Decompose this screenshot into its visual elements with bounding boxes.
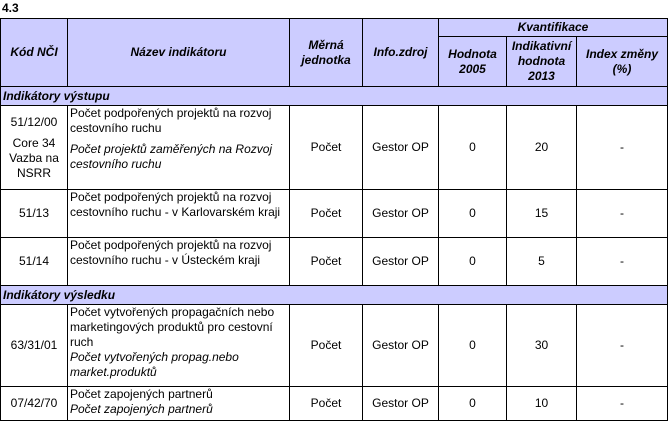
- index-cell: -: [577, 387, 668, 421]
- value-2005-cell: 0: [439, 387, 507, 421]
- table-row: [1, 387, 668, 421]
- header-quantification: Kvantifikace: [439, 19, 668, 37]
- source-cell: Gestor OP: [363, 238, 439, 286]
- group-row-result: [1, 286, 668, 305]
- target-2013-cell: 20: [507, 106, 577, 190]
- index-cell: -: [577, 305, 668, 387]
- indicator-table: [0, 18, 668, 421]
- source-cell: Gestor OP: [363, 387, 439, 421]
- table-row: [1, 106, 668, 190]
- target-2013-cell: 30: [507, 305, 577, 387]
- header-source: Info.zdroj: [363, 19, 439, 87]
- group-title: Indikátory výstupu: [1, 87, 668, 106]
- source-cell: Gestor OP: [363, 305, 439, 387]
- index-cell: -: [577, 190, 668, 238]
- header-target-2013: Indikativní hodnota 2013: [507, 37, 577, 87]
- index-cell: -: [577, 238, 668, 286]
- source-cell: Gestor OP: [363, 106, 439, 190]
- indicator-code: 51/13: [1, 190, 68, 238]
- group-title: Indikátory výsledku: [1, 286, 668, 305]
- indicator-name-italic: Počet projektů zaměřených na Rozvoj cestovního ruchu: [70, 142, 273, 171]
- header-name: Název indikátoru: [68, 19, 290, 87]
- table-row: [1, 305, 668, 387]
- value-2005-cell: 0: [439, 238, 507, 286]
- target-2013-cell: 10: [507, 387, 577, 421]
- header-value-2005: Hodnota 2005: [439, 37, 507, 87]
- section-number: 4.3: [2, 1, 19, 15]
- source-cell: Gestor OP: [363, 190, 439, 238]
- unit-cell: Počet: [290, 387, 363, 421]
- indicator-code: 51/14: [1, 238, 68, 286]
- header-unit: Měrná jednotka: [290, 19, 363, 87]
- indicator-name: Počet zapojených partnerů Počet zapojených partnerů: [68, 387, 290, 421]
- unit-cell: Počet: [290, 305, 363, 387]
- indicator-name-italic: Počet zapojených partnerů: [70, 402, 213, 416]
- unit-cell: Počet: [290, 238, 363, 286]
- value-2005-cell: 0: [439, 106, 507, 190]
- unit-cell: Počet: [290, 190, 363, 238]
- unit-cell: Počet: [290, 106, 363, 190]
- table-row: [1, 190, 668, 238]
- value-2005-cell: 0: [439, 305, 507, 387]
- indicator-code: 07/42/70: [1, 387, 68, 421]
- indicator-name: Počet podpořených projektů na rozvoj cestovního ruchu - v Ústeckém kraji: [68, 238, 290, 286]
- index-cell: -: [577, 106, 668, 190]
- table-row: [1, 238, 668, 286]
- header-index: Index změny (%): [577, 37, 668, 87]
- indicator-name: Počet podpořených projektů na rozvoj cestovního ruchu - v Karlovarském kraji: [68, 190, 290, 238]
- target-2013-cell: 5: [507, 238, 577, 286]
- indicator-name-italic: Počet vytvořených propag.nebo market.produktů: [70, 350, 239, 379]
- value-2005-cell: 0: [439, 190, 507, 238]
- indicator-code: 51/12/00 Core 34 Vazba na NSRR: [1, 106, 68, 190]
- header-code: Kód NČI: [1, 19, 68, 87]
- indicator-name: Počet vytvořených propagačních nebo marketingových produktů pro cestovní ruch Počet vytvořených propag.nebo market.produktů: [68, 305, 290, 387]
- target-2013-cell: 15: [507, 190, 577, 238]
- group-row-output: [1, 87, 668, 106]
- indicator-name: Počet podpořených projektů na rozvoj cestovního ruchu Počet projektů zaměřených na Rozvoj cestovního ruchu: [68, 106, 290, 190]
- indicator-code: 63/31/01: [1, 305, 68, 387]
